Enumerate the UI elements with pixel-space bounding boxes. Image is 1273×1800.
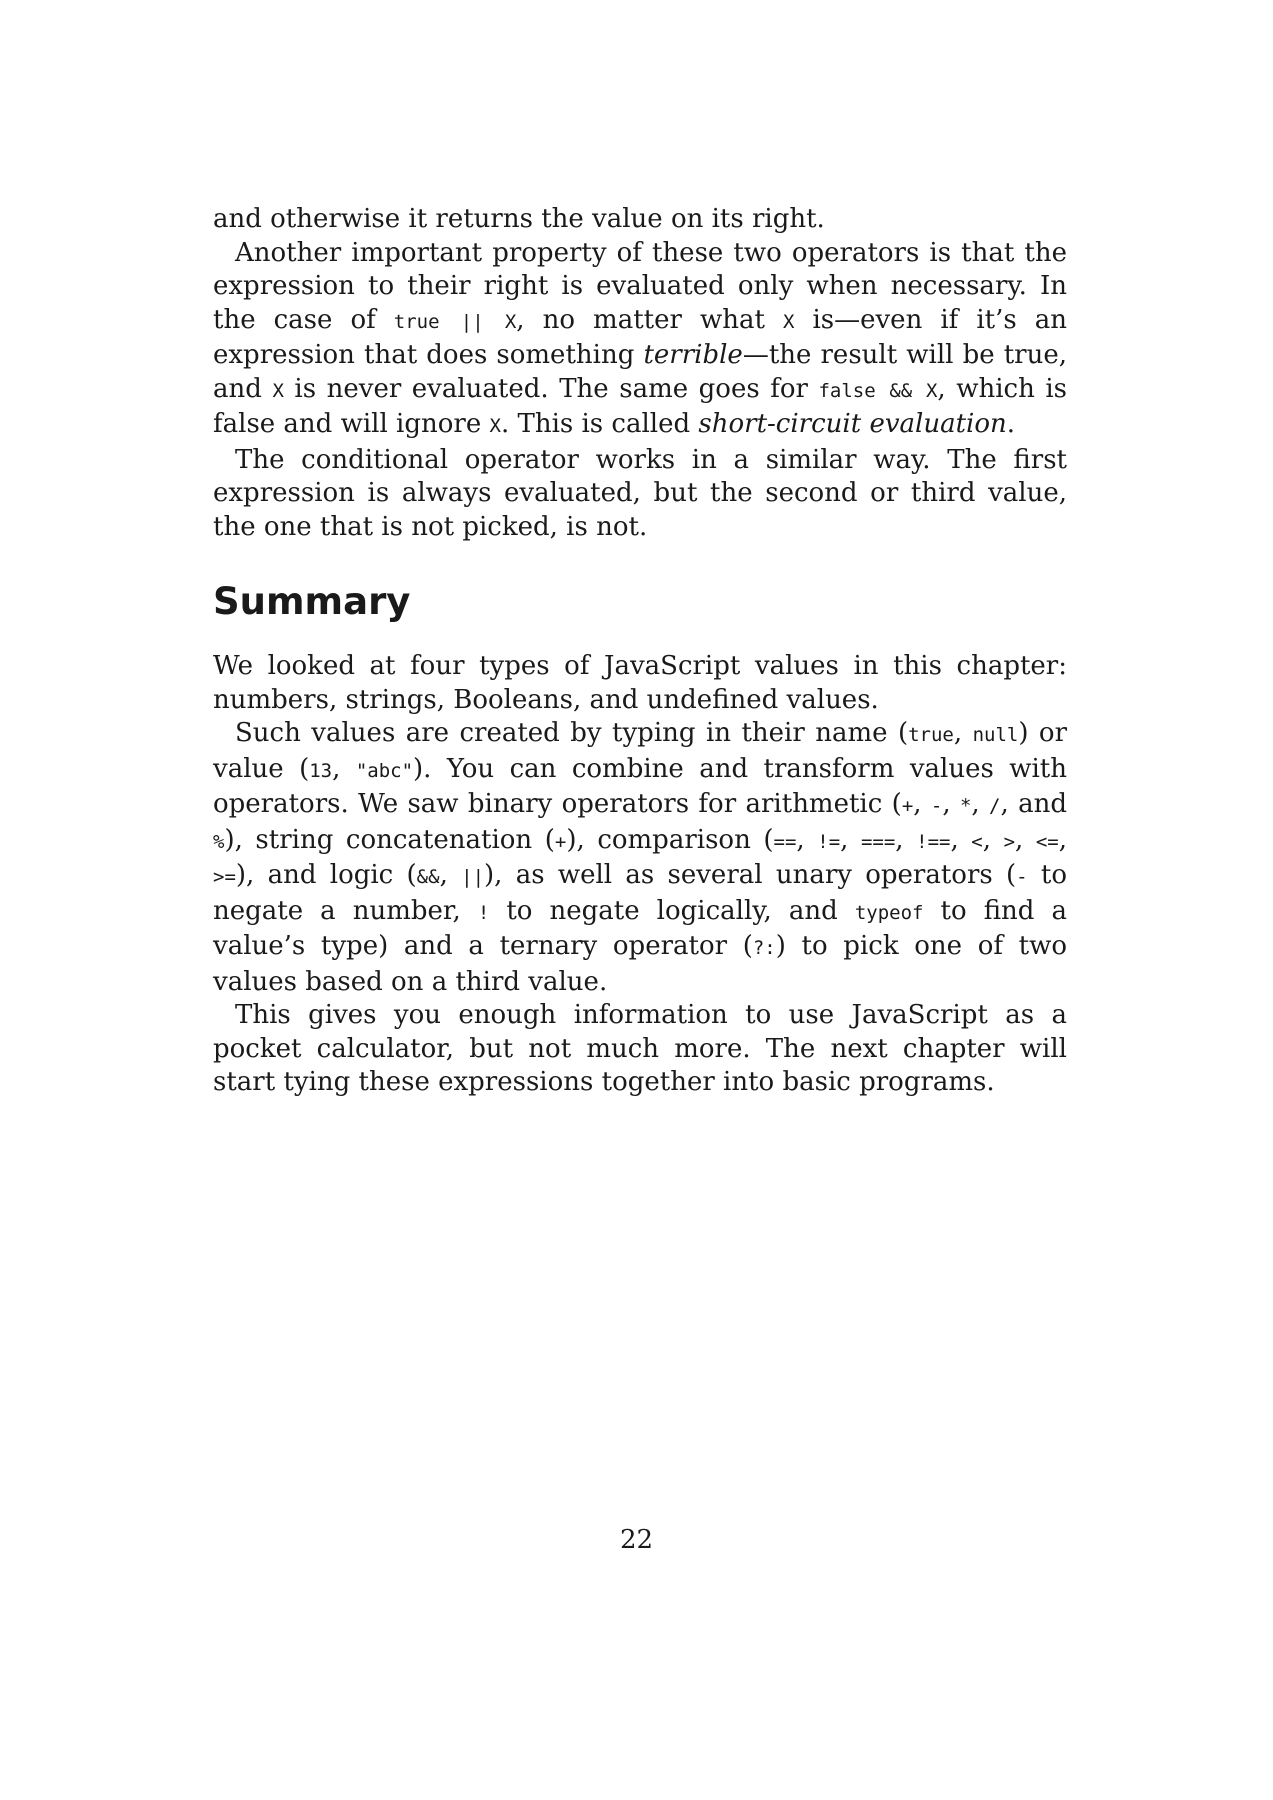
section-short-circuit: [213, 203, 1067, 544]
paragraph-continuation: and otherwise it returns the value on its right.: [213, 204, 825, 234]
inline-code: ?:: [752, 937, 776, 959]
inline-code: X: [782, 310, 795, 333]
text-run: ,: [840, 824, 861, 855]
text-run: ,: [953, 718, 973, 748]
inline-code: +: [901, 795, 914, 817]
text-run: to find a value’s type) and a ternary operator (: [213, 895, 1067, 961]
emphasis-terrible: terrible: [643, 340, 743, 370]
text-run: ,: [982, 824, 1004, 855]
text-run: , which is false and will ignore: [213, 373, 1068, 439]
inline-code: null: [972, 724, 1019, 746]
inline-code: >: [1003, 830, 1016, 853]
text-run: , no matter what: [516, 304, 783, 335]
text-run: to negate logically, and: [489, 895, 855, 926]
inline-code: true || X: [393, 310, 517, 333]
text-run: ,: [913, 789, 931, 819]
text-run: is never evaluated. The same goes for: [283, 373, 819, 404]
text-run: —the result will be true, and: [213, 340, 1067, 404]
paragraph-operators: [213, 717, 1067, 999]
text-run: ), and logic (: [235, 860, 417, 890]
text-run: Another important property of these two operators is that the expression to their right is evaluated only when necessary. In the case of: [213, 237, 1067, 335]
text-run: to negate a number,: [213, 860, 1067, 926]
inline-code: %: [213, 830, 225, 853]
inline-code: -: [930, 795, 943, 817]
emphasis-short-circuit: short-circuit evaluation: [698, 409, 1007, 439]
page-number: 22: [619, 1525, 654, 1555]
section-heading-summary: Summary: [213, 580, 411, 623]
inline-code: /: [989, 795, 1001, 817]
text-run: ,: [796, 824, 818, 855]
text-run: ,: [895, 824, 917, 855]
text-run: ,: [1015, 824, 1036, 855]
text-run: ,: [942, 789, 960, 819]
text-run: ,: [971, 789, 990, 819]
inline-code: X: [489, 415, 501, 437]
inline-code: ===: [860, 830, 896, 853]
inline-code: false && X: [818, 379, 938, 402]
text-run: , and: [1000, 789, 1068, 819]
paragraph-short-circuit: [213, 237, 1067, 444]
inline-code: -: [1016, 866, 1028, 888]
inline-code: <=: [1035, 830, 1059, 853]
inline-code: !: [477, 901, 490, 924]
inline-code: &&: [416, 866, 440, 888]
text-run: ,: [1058, 824, 1067, 855]
inline-code: true: [908, 724, 954, 746]
inline-code: !=: [817, 830, 841, 853]
text-run: ,: [950, 824, 972, 855]
text-run: .: [1006, 409, 1016, 439]
inline-code: *: [959, 795, 972, 817]
paragraph-conclusion: This gives you enough information to use JavaScript as a pocket calculator, but not much more. The next chapter will start tying these expressions together into basic programs.: [213, 1000, 1067, 1097]
inline-code: +: [554, 830, 567, 853]
text-run: ), comparison (: [566, 824, 774, 855]
inline-code: !==: [916, 830, 951, 853]
text-run: ). You can combine and transform values with operators. We saw binary operators for arithmetic (: [213, 753, 1067, 819]
paragraph-value-types: We looked at four types of JavaScript values in this chapter: numbers, strings, Booleans, and undefined values.: [213, 651, 1067, 715]
inline-code: X: [272, 379, 284, 402]
text-run: ) or value (: [213, 718, 1067, 784]
text-run: . This is called: [500, 409, 699, 439]
text-run: ,: [439, 860, 462, 890]
paragraph-conditional-operator: The conditional operator works in a similar way. The first expression is always evaluated, but the second or third value, the one that is not picked, is not.: [213, 444, 1067, 542]
inline-code: ==: [773, 830, 797, 853]
inline-code: "abc": [355, 759, 414, 782]
text-run: Such values are created by typing in their name (: [235, 718, 909, 748]
text-run: ), as well as several unary operators (: [484, 860, 1017, 890]
section-summary: [213, 650, 1067, 1100]
inline-code: ||: [461, 866, 485, 888]
inline-code: 13: [309, 759, 333, 782]
text-run: ,: [332, 753, 356, 784]
inline-code: >=: [213, 866, 236, 888]
inline-code: typeof: [854, 901, 924, 924]
text-run: ), string concatenation (: [224, 824, 555, 855]
inline-code: <: [971, 830, 983, 853]
text-run: is—even if it’s an expression that does something: [213, 304, 1067, 370]
text-run: ) to pick one of two values based on a third value.: [213, 931, 1067, 997]
